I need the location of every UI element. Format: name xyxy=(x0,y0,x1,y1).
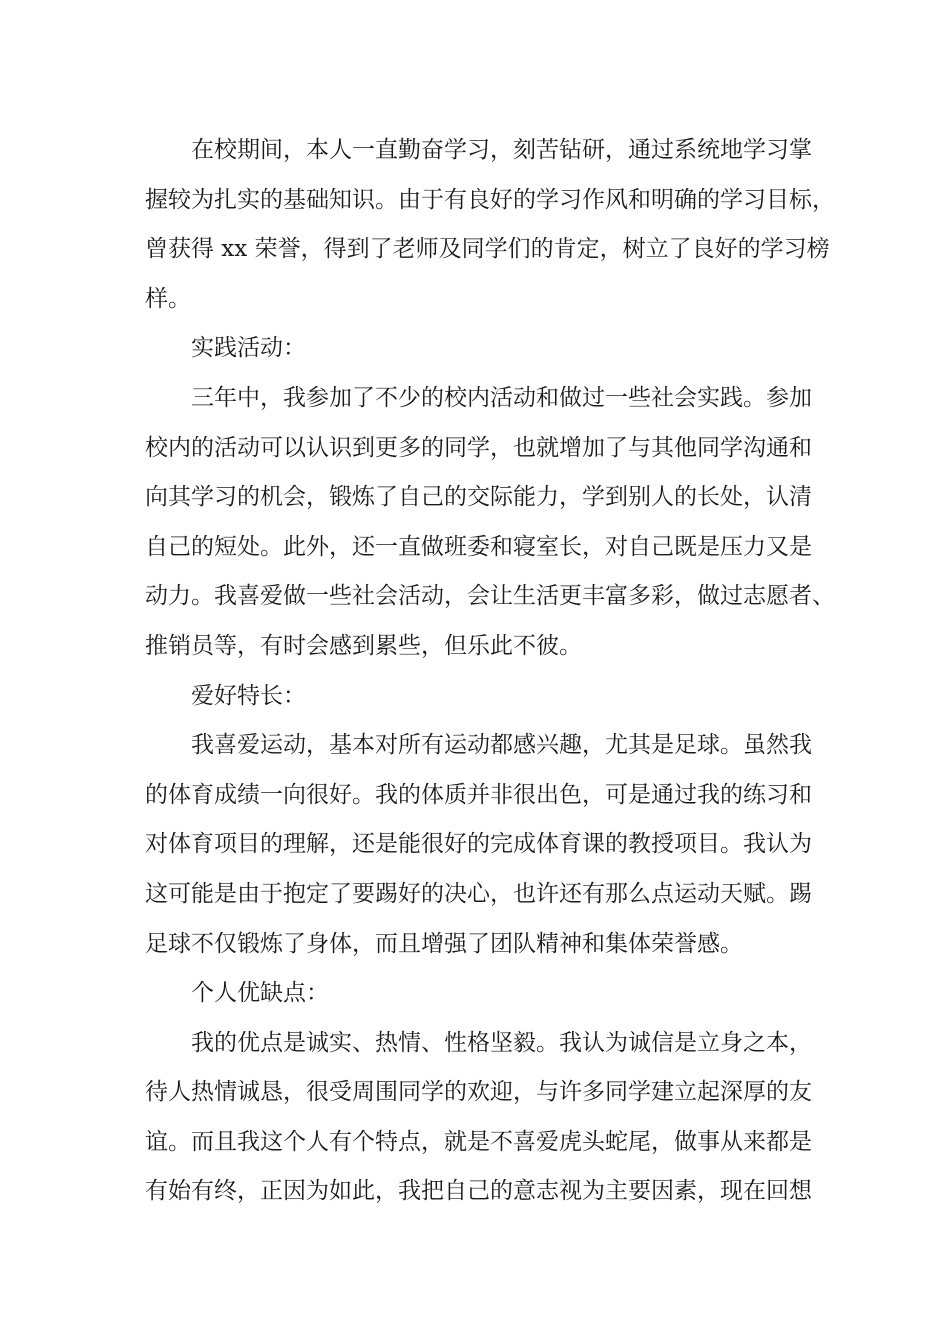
text-line: 向其学习的机会，锻炼了自己的交际能力，学到别人的长处，认清 xyxy=(145,484,812,511)
text-line: 谊。而且我这个人有个特点，就是不喜爱虎头蛇尾，做事从来都是 xyxy=(145,1128,812,1155)
section-heading: 爱好特长： xyxy=(191,682,306,709)
text-line: 足球不仅锻炼了身体，而且增强了团队精神和集体荣誉感。 xyxy=(145,930,743,957)
text-line: 我的优点是诚实、热情、性格坚毅。我认为诚信是立身之本， xyxy=(191,1029,812,1056)
section-heading: 个人优缺点： xyxy=(191,980,329,1007)
text-line: 有始有终，正因为如此，我把自己的意志视为主要因素，现在回想 xyxy=(145,1178,812,1205)
section-heading-practice xyxy=(145,324,835,374)
section-heading: 实践活动： xyxy=(191,335,306,362)
text-line: 在校期间，本人一直勤奋学习，刻苦钻研，通过系统地学习掌 xyxy=(191,137,812,163)
paragraph-study xyxy=(145,126,835,324)
text-line: 三年中，我参加了不少的校内活动和做过一些社会实践。参加 xyxy=(191,384,812,411)
paragraph-strengths xyxy=(145,1019,835,1217)
text-line: 自己的短处。此外，还一直做班委和寝室长，对自己既是压力又是 xyxy=(145,533,812,560)
paragraph-practice xyxy=(145,374,835,672)
text-line: 曾获得 xx 荣誉，得到了老师及同学们的肯定，树立了良好的学习榜 xyxy=(145,236,830,263)
section-heading-hobbies xyxy=(145,672,835,722)
text-line: 我喜爱运动，基本对所有运动都感兴趣，尤其是足球。虽然我 xyxy=(191,732,812,759)
text-line: 校内的活动可以认识到更多的同学，也就增加了与其他同学沟通和 xyxy=(145,434,812,461)
text-line: 待人热情诚恳，很受周围同学的欢迎，与许多同学建立起深厚的友 xyxy=(145,1079,812,1106)
text-line: 推销员等，有时会感到累些，但乐此不彼。 xyxy=(145,632,582,659)
text-line: 样。 xyxy=(145,285,191,312)
document-body xyxy=(145,126,835,1217)
text-line: 握较为扎实的基础知识。由于有良好的学习作风和明确的学习目标， xyxy=(145,186,835,213)
text-line: 对体育项目的理解，还是能很好的完成体育课的教授项目。我认为 xyxy=(145,831,812,858)
paragraph-hobbies xyxy=(145,721,835,969)
section-heading-strengths xyxy=(145,969,835,1019)
text-line: 的体育成绩一向很好。我的体质并非很出色，可是通过我的练习和 xyxy=(145,781,812,808)
text-line: 动力。我喜爱做一些社会活动，会让生活更丰富多彩，做过志愿者、 xyxy=(145,583,835,610)
text-line: 这可能是由于抱定了要踢好的决心，也许还有那么点运动天赋。踢 xyxy=(145,880,812,907)
